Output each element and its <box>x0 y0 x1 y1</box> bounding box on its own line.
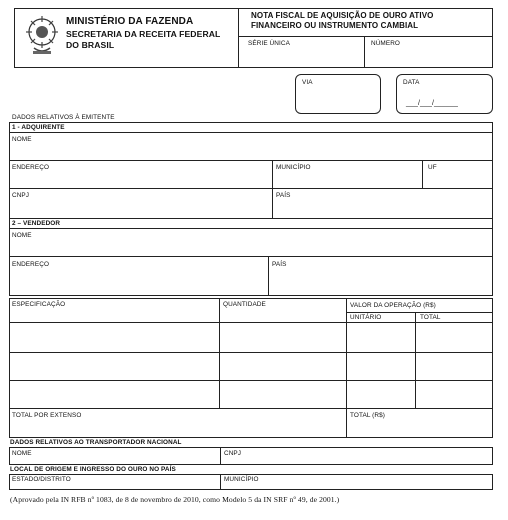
origem-title: LOCAL DE ORIGEM E INGRESSO DO OURO NO PAÍS <box>10 466 176 473</box>
transportador-nome-field[interactable]: NOME <box>12 450 32 457</box>
origem-estado-field[interactable]: ESTADO/DISTRITO <box>12 476 71 483</box>
col-line <box>415 312 416 408</box>
via-label: VIA <box>302 79 313 86</box>
vendedor-pais-field[interactable]: PAÍS <box>272 261 287 268</box>
ministry-name: MINISTÉRIO DA FAZENDA <box>66 16 194 27</box>
col-line <box>422 160 423 188</box>
row-line <box>9 228 493 229</box>
transportador-title: DADOS RELATIVOS AO TRANSPORTADOR NACIONAL <box>10 439 182 446</box>
vendedor-endereco-field[interactable]: ENDEREÇO <box>12 261 50 268</box>
total-header: TOTAL <box>420 314 441 321</box>
adquirente-nome-field[interactable]: NOME <box>12 136 32 143</box>
col-line <box>272 160 273 218</box>
row-line <box>9 132 493 133</box>
transportador-table <box>9 447 493 465</box>
total-extenso-field[interactable]: TOTAL POR EXTENSO <box>12 412 82 419</box>
row-line <box>346 312 493 313</box>
data-label: DATA <box>403 79 420 86</box>
adquirente-endereco-field[interactable]: ENDEREÇO <box>12 164 50 171</box>
quantidade-header: QUANTIDADE <box>223 301 266 308</box>
vendedor-title: 2 – VENDEDOR <box>12 220 61 227</box>
coat-of-arms-icon <box>24 14 60 58</box>
adquirente-title: 1 - ADQUIRENTE <box>12 124 65 131</box>
row-line <box>9 322 493 323</box>
data-date-field: ___/___/______ <box>406 100 459 107</box>
valor-operacao-header: VALOR DA OPERAÇÃO (R$) <box>350 302 436 309</box>
secretariat-line1: SECRETARIA DA RECEITA FEDERAL <box>66 29 221 39</box>
approval-footnote: (Aprovado pela IN RFB nº 1083, de 8 de novembro de 2010, como Modelo 5 da IN SRF nº 49, de 2001.) <box>10 495 340 504</box>
row-line <box>9 256 493 257</box>
row-line <box>9 188 493 189</box>
emitente-section-title: DADOS RELATIVOS À EMITENTE <box>12 114 115 121</box>
emitente-table <box>9 122 493 296</box>
transportador-cnpj-field[interactable]: CNPJ <box>224 450 242 457</box>
doc-title-line1: NOTA FISCAL DE AQUISIÇÃO DE OURO ATIVO <box>251 11 434 20</box>
row-line <box>9 408 493 409</box>
numero-label: NÚMERO <box>371 40 401 47</box>
secretariat-line2: DO BRASIL <box>66 40 115 50</box>
unitario-header: UNITÁRIO <box>350 314 382 321</box>
col-line <box>346 298 347 438</box>
adquirente-uf-field[interactable]: UF <box>428 164 437 171</box>
header-divider <box>238 36 493 37</box>
origem-municipio-field[interactable]: MUNICÍPIO <box>224 476 259 483</box>
especificacao-header: ESPECIFICAÇÃO <box>12 301 66 308</box>
serie-unica-label: SÉRIE ÚNICA <box>248 40 290 47</box>
col-line <box>268 256 269 296</box>
col-line <box>220 447 221 465</box>
adquirente-municipio-field[interactable]: MUNICÍPIO <box>276 164 311 171</box>
row-line <box>9 380 493 381</box>
col-line <box>219 298 220 408</box>
vendedor-nome-field[interactable]: NOME <box>12 232 32 239</box>
row-line <box>9 352 493 353</box>
total-rs-field[interactable]: TOTAL (R$) <box>350 412 385 419</box>
row-line <box>9 160 493 161</box>
adquirente-pais-field[interactable]: PAÍS <box>276 192 291 199</box>
adquirente-cnpj-field[interactable]: CNPJ <box>12 192 30 199</box>
doc-title-line2: FINANCEIRO OU INSTRUMENTO CAMBIAL <box>251 21 419 30</box>
header-serie-divider <box>364 36 365 68</box>
row-line <box>9 218 493 219</box>
col-line <box>220 474 221 490</box>
